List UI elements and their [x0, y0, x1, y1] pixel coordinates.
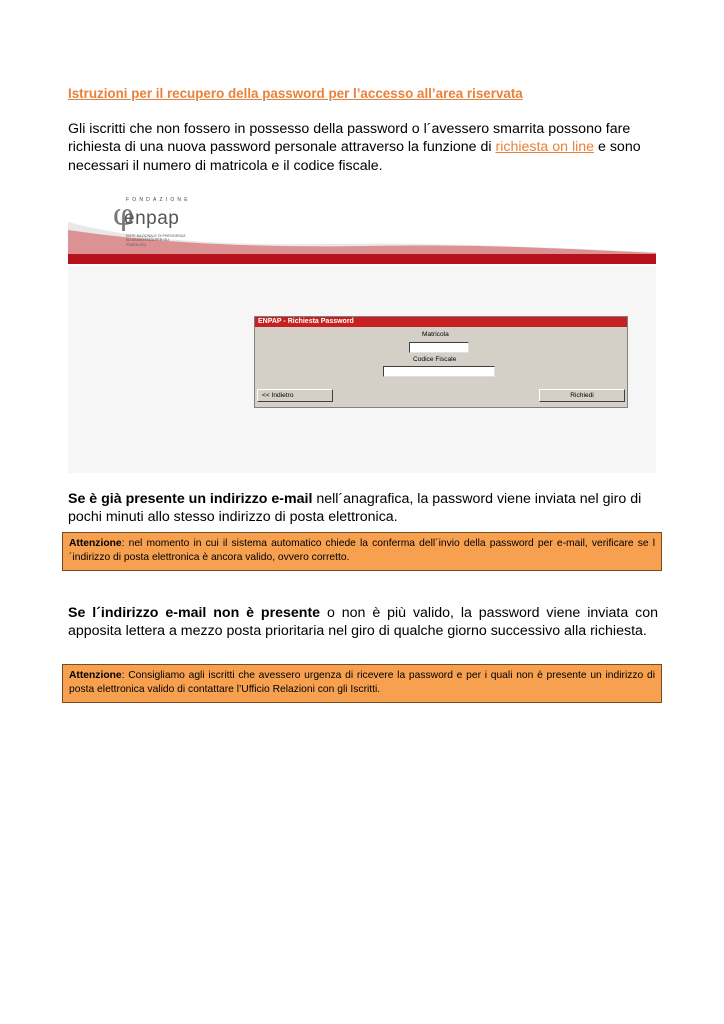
- section-email-absent: [68, 604, 658, 641]
- intro-text-end: e sono necessari il numero di matricola e il codice fiscale.: [68, 139, 641, 174]
- intro-paragraph: [68, 120, 658, 175]
- attention-text-2: : Consigliamo agli iscritti che avessero urgenza di ricevere la password e per i quali non è presente un indirizzo di posta elettronica valido di contattare l’Ufficio Relazioni con gli Iscritti.: [69, 670, 655, 695]
- page-title: Istruzioni per il recupero della password per l’accesso all’area riservata: [68, 86, 523, 101]
- intro-text-start: Gli iscritti che non fossero in possesso della password o l´avessero smarrita possono fare richiesta di una nuova password personale attraverso la funzione di: [68, 121, 631, 156]
- attention-text-1: : nel momento in cui il sistema automatico chiede la conferma dell´invio della password per e-mail, verificare se l´indirizzo di posta elettronica è ancora valido, ovvero corretto.: [69, 538, 655, 563]
- section-email-absent-bold: Se l´indirizzo e-mail non è presente: [68, 605, 321, 621]
- attention-note-2: [62, 664, 662, 703]
- logo-fondazione-text: FONDAZIONE: [126, 197, 191, 203]
- red-band: [68, 254, 656, 264]
- logo-name: enpap: [124, 208, 180, 229]
- enpap-logo: [108, 196, 228, 248]
- psi-symbol-icon: φ: [113, 198, 135, 233]
- attention-note-1: [62, 532, 662, 571]
- richiedi-button[interactable]: Richiedi: [539, 389, 625, 402]
- dialog-title-bar: ENPAP - Richiesta Password: [255, 317, 627, 327]
- logo-subtitle: ENTE NAZIONALE DI PREVIDENZA ED ASSISTENZA PER GLI PSICOLOGI: [126, 234, 186, 247]
- matricola-label: Matricola: [422, 331, 449, 338]
- richiesta-password-dialog: [254, 316, 628, 408]
- codice-fiscale-label: Codice Fiscale: [413, 356, 457, 363]
- back-button[interactable]: << Indietro: [257, 389, 333, 402]
- codice-fiscale-input[interactable]: [383, 366, 495, 377]
- attention-label-2: Attenzione: [69, 670, 122, 681]
- attention-label-1: Attenzione: [69, 538, 122, 549]
- section-email-absent-text: o non è più valido, la password viene inviata con apposita lettera a mezzo posta prioritaria nel giro di qualche giorno successivo alla richiesta.: [68, 605, 658, 640]
- embedded-screenshot: [68, 186, 656, 473]
- section-email-present: [68, 490, 658, 527]
- section-email-present-bold: Se è già presente un indirizzo e-mail: [68, 491, 313, 507]
- matricola-input[interactable]: [409, 342, 469, 353]
- section-email-present-text: nell´anagrafica, la password viene inviata nel giro di pochi minuti allo stesso indirizzo di posta elettronica.: [68, 491, 642, 526]
- richiesta-online-link[interactable]: richiesta on line: [495, 139, 595, 156]
